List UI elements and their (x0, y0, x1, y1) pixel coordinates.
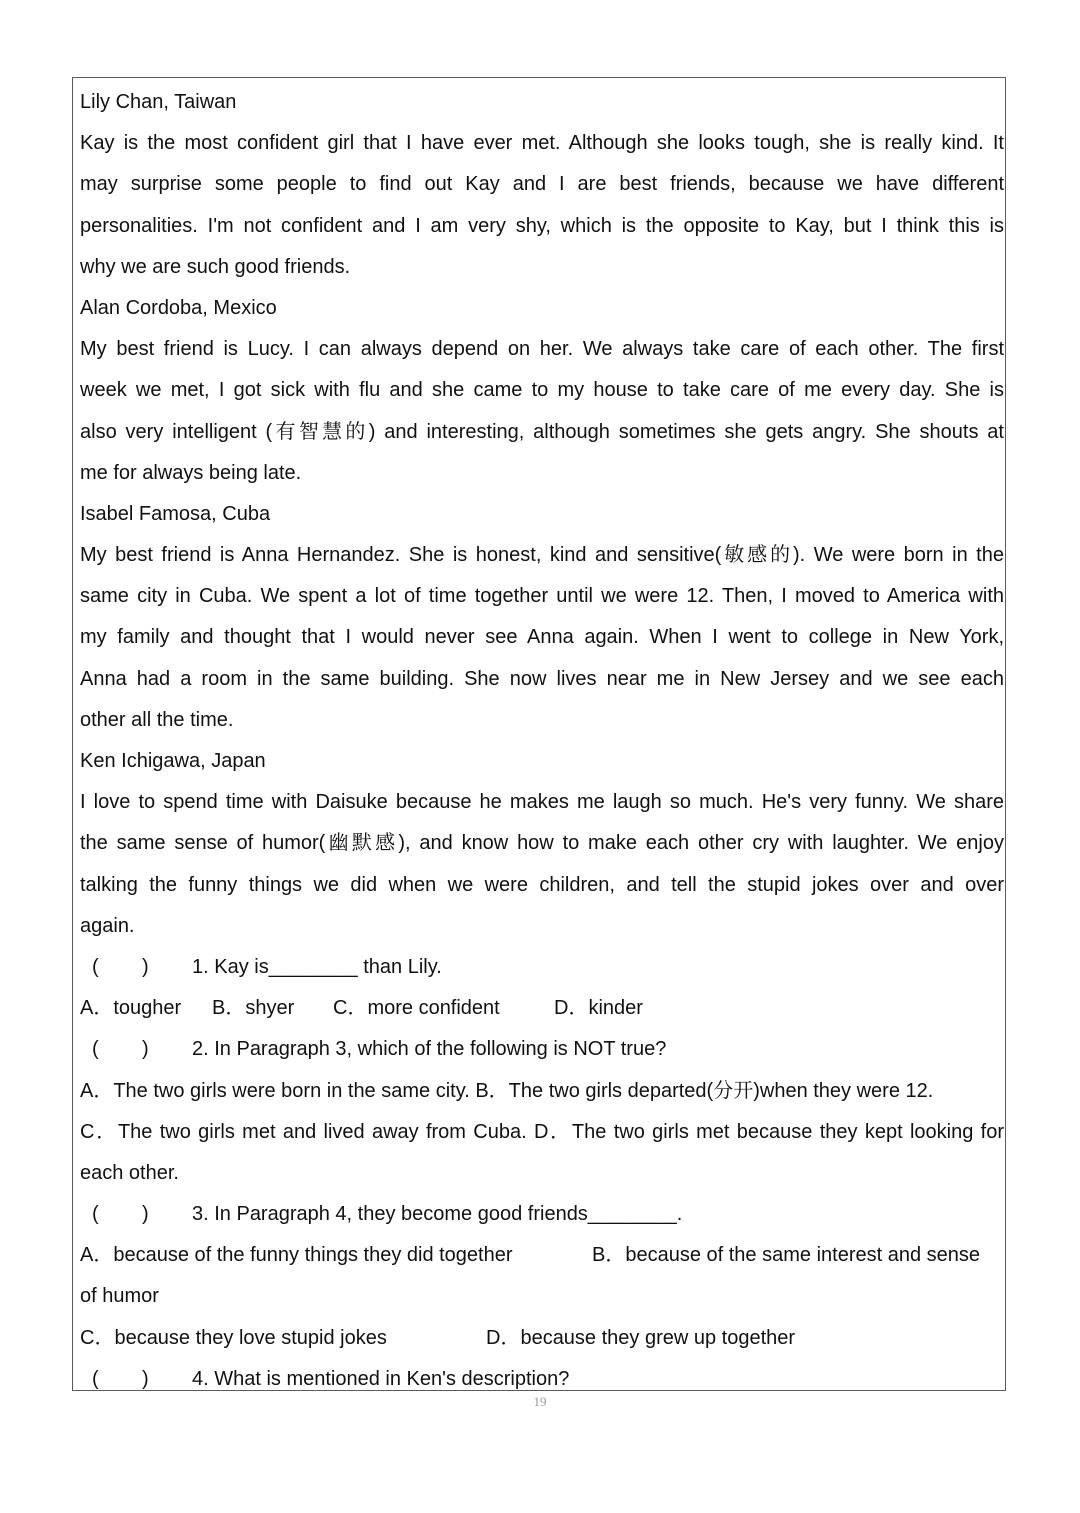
question-stem: 2. In Paragraph 3, which of the following is NOT true? (192, 1038, 667, 1061)
passage-line: same city in Cuba. We spent a lot of time together until we were 12. Then, I moved to America with (80, 585, 1004, 608)
bordered-text-frame (72, 77, 1006, 1391)
passage-line: my family and thought that I would never see Anna again. When I went to college in New York, (80, 626, 1004, 649)
question-2-options-line: each other. (80, 1161, 179, 1184)
passage-line: My best friend is Lucy. I can always depend on her. We always take care of each other. The first (80, 338, 1004, 361)
passage-line: also very intelligent (有智慧的) and interesting, although sometimes she gets angry. She shouts at (80, 420, 1004, 443)
worksheet-content (80, 82, 1004, 1391)
question-3-options-line (80, 1235, 1004, 1276)
passage-line: My best friend is Anna Hernandez. She is honest, kind and sensitive(敏感的). We were born in the (80, 544, 1004, 567)
passage-line: week we met, I got sick with flu and she came to my house to take care of me every day. She is (80, 379, 1004, 402)
passage-line: talking the funny things we did when we were children, and tell the stupid jokes over and over (80, 873, 1004, 896)
question-4 (80, 1359, 1004, 1391)
passage-line: personalities. I'm not confident and I am very shy, which is the opposite to Kay, but I think this is (80, 214, 1004, 237)
passage-line: the same sense of humor(幽默感), and know how to make each other cry with laughter. We enjoy (80, 832, 1004, 855)
passage-line: again. (80, 914, 135, 937)
passage-heading: Lily Chan, Taiwan (80, 91, 237, 113)
page-number: 19 (533, 1394, 547, 1409)
question-2-options-line: C．The two girls met and lived away from Cuba. D．The two girls met because they kept looking for (80, 1120, 1004, 1143)
question-stem: 4. What is mentioned in Ken's description? (192, 1367, 570, 1390)
option-b: B．because of the same interest and sense (592, 1244, 981, 1267)
option-c: C．because they love stupid jokes (80, 1326, 387, 1349)
option-d: D．kinder (554, 997, 643, 1020)
option-b: B．shyer (212, 997, 295, 1020)
answer-blank: ( ) (92, 1203, 149, 1226)
option-c: C．more confident (333, 997, 500, 1020)
passage-heading: Alan Cordoba, Mexico (80, 296, 277, 319)
passage-line: other all the time. (80, 708, 234, 731)
passage-heading: Ken Ichigawa, Japan (80, 750, 266, 772)
answer-blank: ( ) (92, 955, 149, 978)
question-3-options-line (80, 1318, 1004, 1359)
question-stem: 1. Kay is________ than Lily. (192, 955, 442, 978)
passage-line: I love to spend time with Daisuke because he makes me laugh so much. He's very funny. We share (80, 791, 1004, 814)
passage-line: me for always being late. (80, 461, 302, 484)
question-3 (80, 1194, 1004, 1235)
option-d: D．because they grew up together (486, 1326, 796, 1349)
question-3-options-line: of humor (80, 1285, 159, 1308)
question-2-options-line: A．The two girls were born in the same city. B．The two girls departed(分开)when they were 12. (80, 1079, 934, 1102)
question-2 (80, 1029, 1004, 1070)
question-1 (80, 947, 1004, 988)
passage-line: why we are such good friends. (80, 255, 351, 278)
passage-line: Kay is the most confident girl that I have ever met. Although she looks tough, she is really kind. It (80, 132, 1004, 155)
passage-line: may surprise some people to find out Kay and I are best friends, because we have different (80, 173, 1004, 196)
question-1-options (80, 988, 1004, 1029)
passage-heading: Isabel Famosa, Cuba (80, 502, 271, 525)
passage-line: Anna had a room in the same building. She now lives near me in New Jersey and we see each (80, 667, 1004, 690)
option-a: A．because of the funny things they did together (80, 1244, 513, 1267)
answer-blank: ( ) (92, 1038, 149, 1061)
option-a: A．tougher (80, 997, 182, 1020)
answer-blank: ( ) (92, 1367, 149, 1390)
question-stem: 3. In Paragraph 4, they become good friends________. (192, 1203, 683, 1226)
